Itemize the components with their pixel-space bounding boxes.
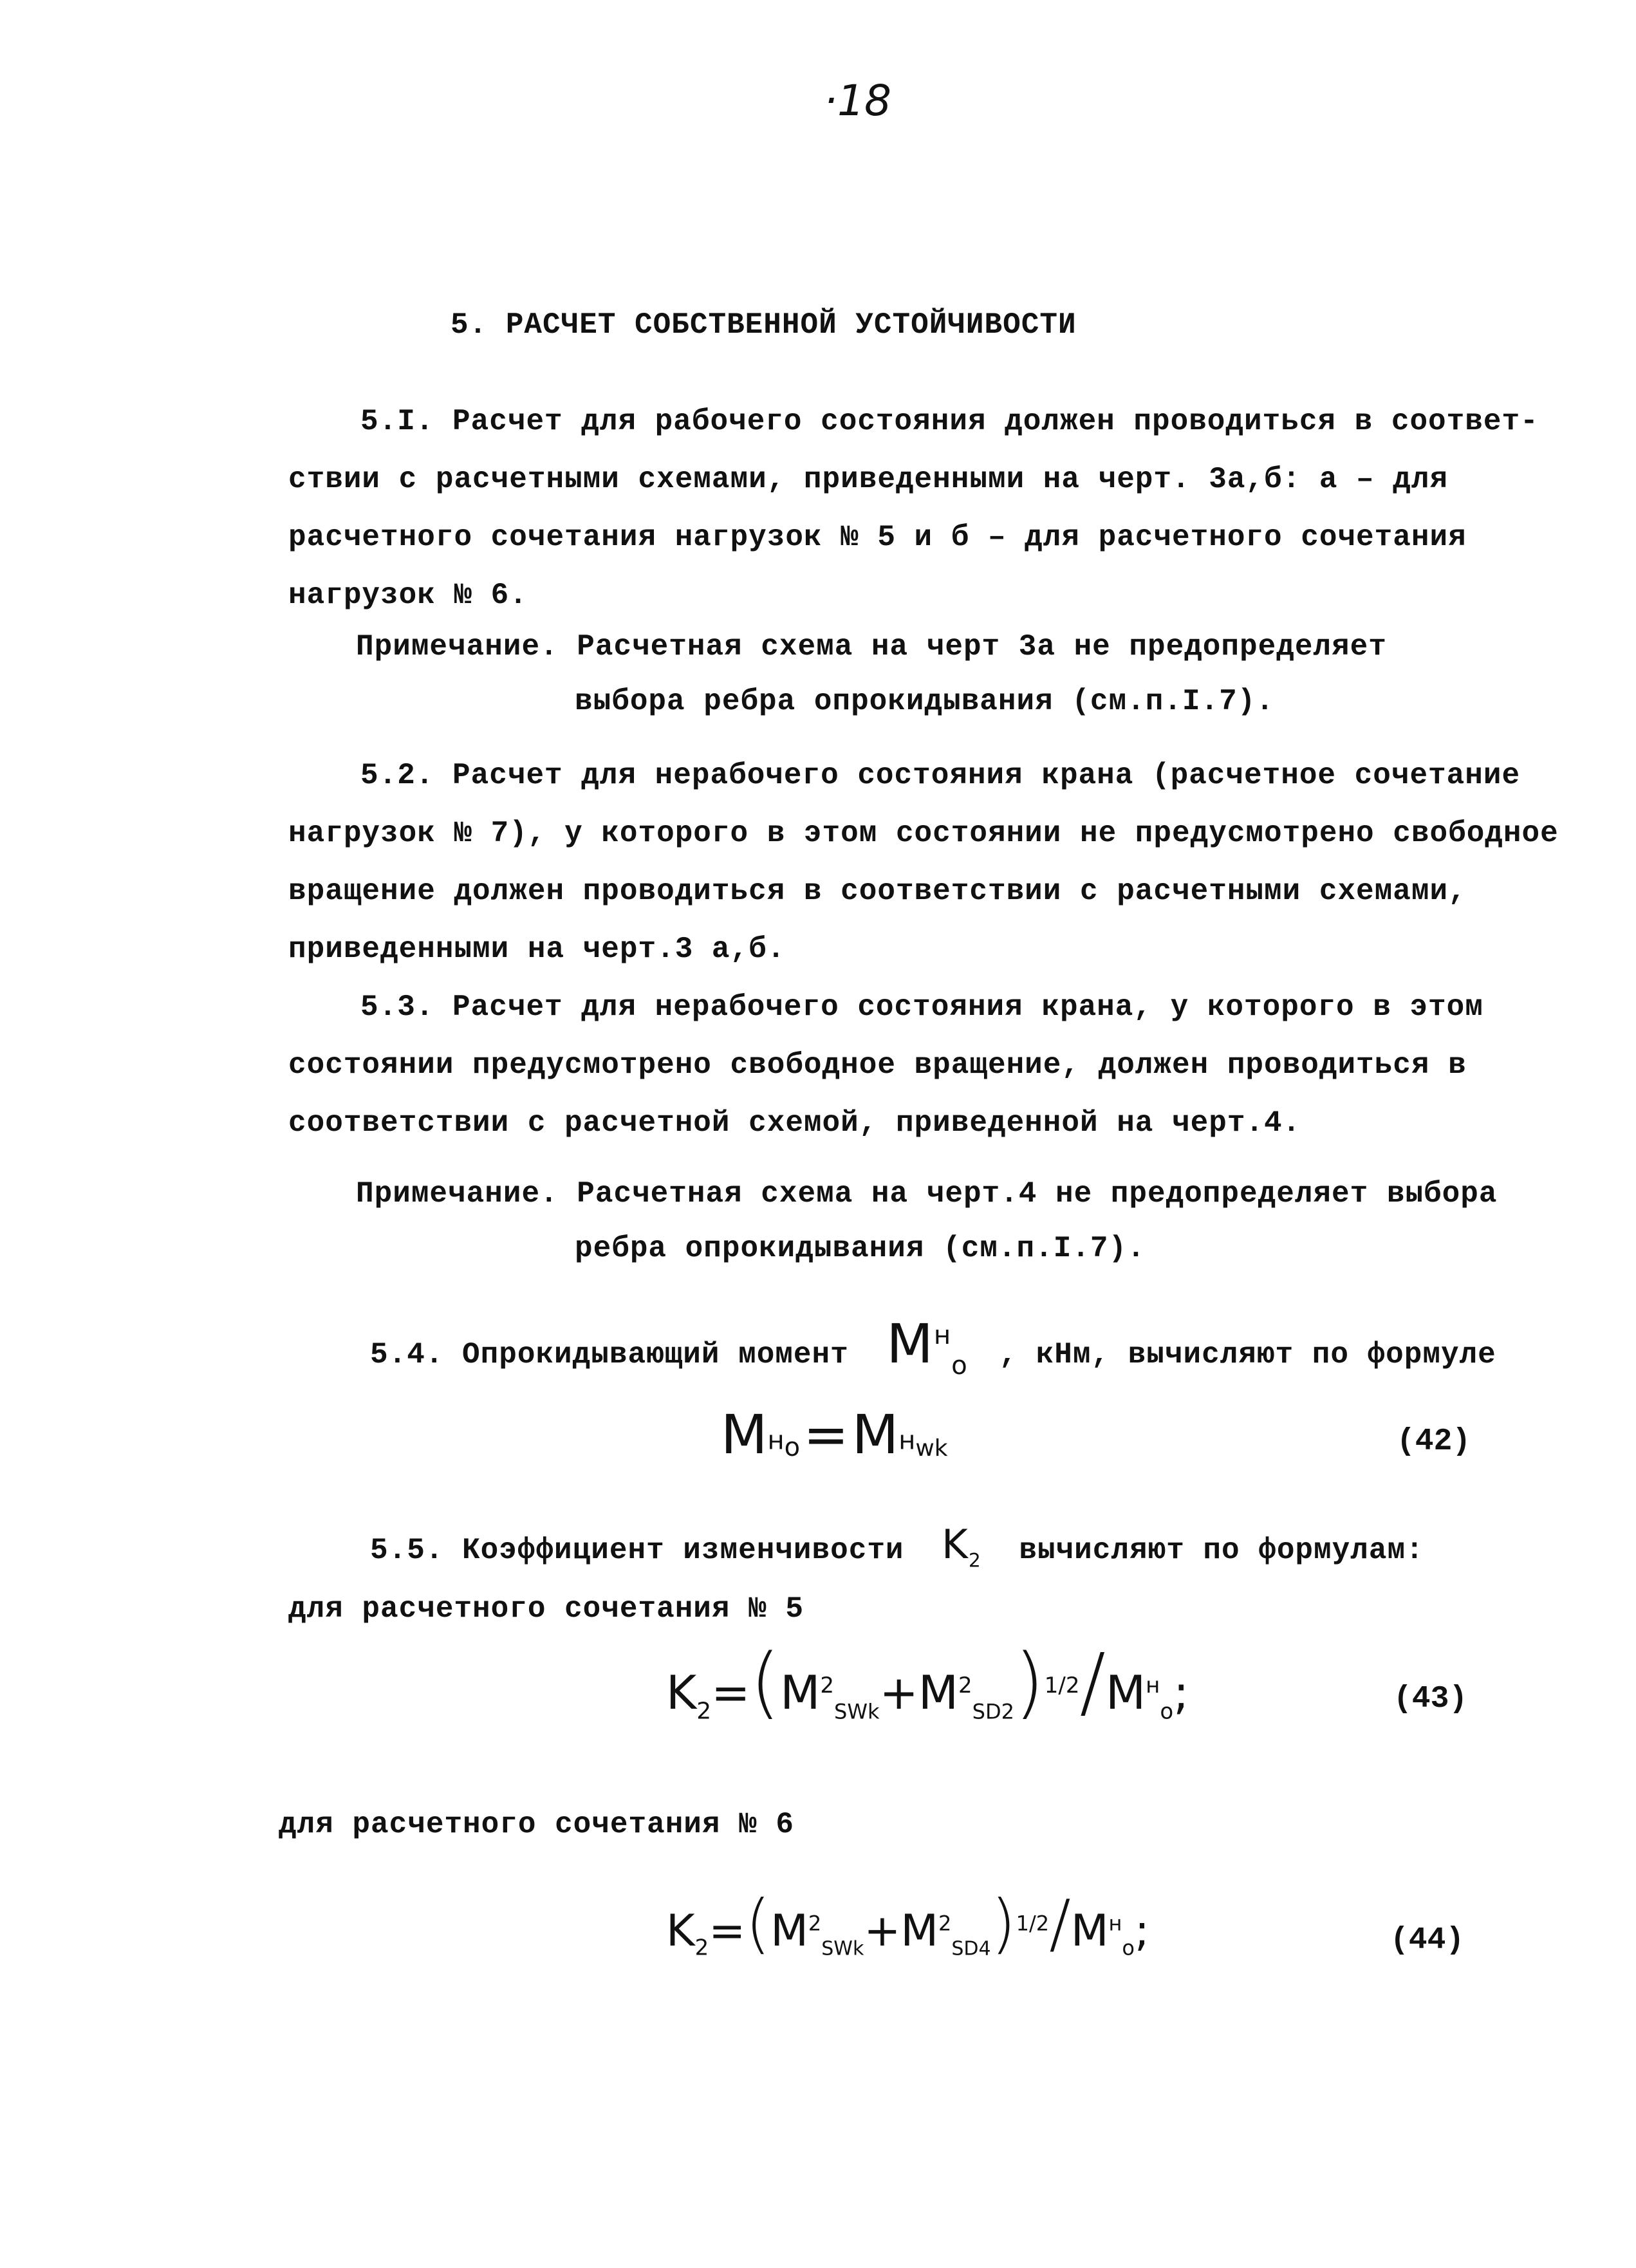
symbol-k2: $K_2$	[942, 1521, 981, 1572]
equation-43: $K_2=(M^2_{SWk}+M^2_{SD2})^{1/2}/M^н_o$;	[666, 1638, 1189, 1727]
case-5-label: для расчетного сочетания № 5	[288, 1592, 804, 1626]
page-number: ·18	[824, 76, 891, 125]
p51-line-2: ствии с расчетными схемами, приведенными на черт. 3а,б: а – для	[288, 463, 1449, 496]
case-6-label: для расчетного сочетания № 6	[279, 1808, 794, 1841]
note2-line-1: Примечание. Расчетная схема на черт.4 не предопределяет выбора	[356, 1177, 1498, 1211]
equation-42-number: (42)	[1397, 1424, 1471, 1459]
p54-before: 5.4. Опрокидывающий момент	[370, 1338, 849, 1371]
p52-line-2: нагрузок № 7), у которого в этом состоянии не предусмотрено свободное	[288, 817, 1559, 850]
p55-after: вычисляют по формулам:	[1019, 1534, 1424, 1567]
p51-line-4: нагрузок № 6.	[288, 579, 528, 612]
p55-before: 5.5. Коэффициент изменчивости	[370, 1534, 904, 1567]
p54-after: , кНм, вычисляют по формуле	[999, 1338, 1496, 1371]
note1-line-2: выбора ребра опрокидывания (см.п.I.7).	[575, 685, 1274, 718]
equation-42: $M^н_o = M^н_{wk}$	[721, 1403, 948, 1466]
p51-line-3: расчетного сочетания нагрузок № 5 и б – для расчетного сочетания	[288, 521, 1467, 554]
p53-line-2: состоянии предусмотрено свободное вращение, должен проводиться в	[288, 1048, 1467, 1082]
note2-line-2: ребра опрокидывания (см.п.I.7).	[575, 1232, 1146, 1265]
p54-line	[370, 1312, 1496, 1385]
p52-line-3: вращение должен проводиться в соответствии с расчетными схемами,	[288, 875, 1467, 908]
note1-line-1: Примечание. Расчетная схема на черт 3а не предопределяет	[356, 630, 1387, 664]
equation-44-number: (44)	[1390, 1923, 1465, 1958]
equation-44: $K_2=(M^2_{SWk}+M^2_{SD4})^{1/2}/M^н_o$;	[666, 1886, 1149, 1961]
p52-line-4: приведенными на черт.3 а,б.	[288, 933, 786, 966]
p53-line-1: 5.3. Расчет для нерабочего состояния крана, у которого в этом	[360, 990, 1483, 1024]
p55-line	[370, 1521, 1424, 1580]
equation-43-number: (43)	[1393, 1682, 1468, 1716]
p51-line-1: 5.I. Расчет для рабочего состояния должен проводиться в соответ-	[360, 405, 1539, 438]
p53-line-3: соответствии с расчетной схемой, приведенной на черт.4.	[288, 1106, 1301, 1140]
symbol-m0h: $M^н_o$	[886, 1312, 968, 1380]
p52-line-1: 5.2. Расчет для нерабочего состояния крана (расчетное сочетание	[360, 759, 1521, 792]
section-heading: 5. РАСЧЕТ СОБСТВЕННОЙ УСТОЙЧИВОСТИ	[451, 308, 1077, 342]
